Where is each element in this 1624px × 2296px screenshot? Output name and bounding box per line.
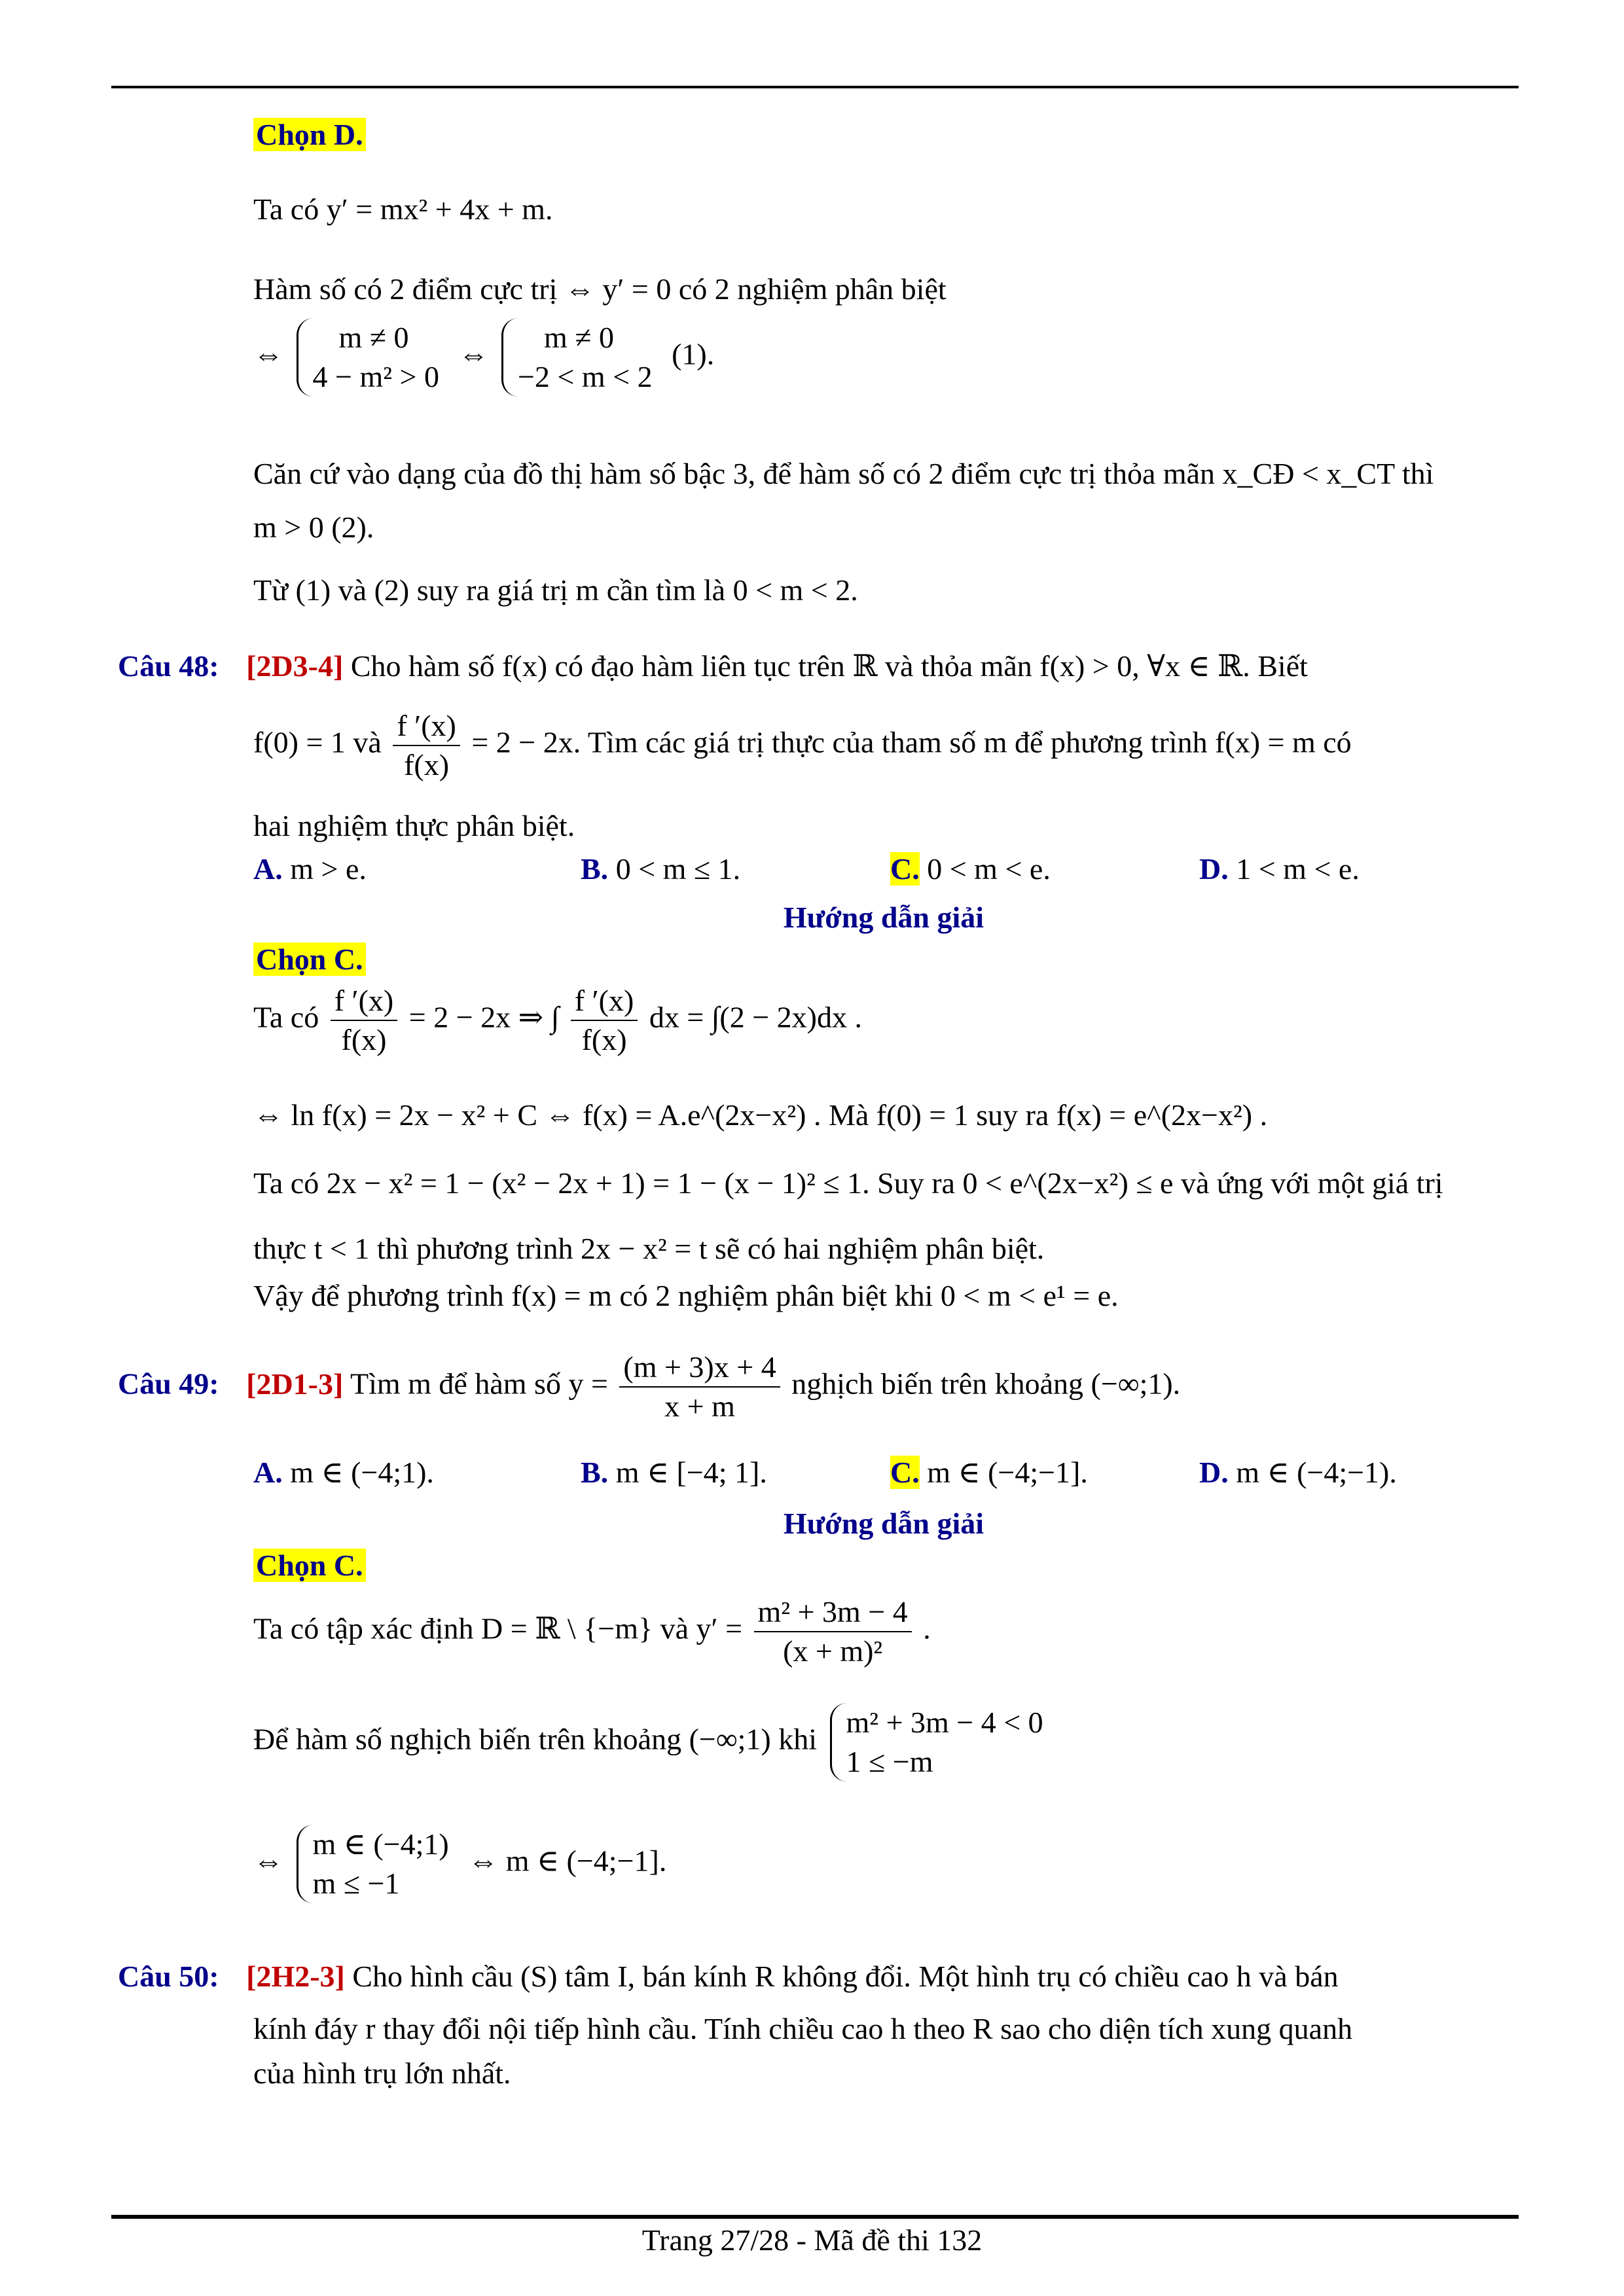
question-tag: [2D3-4]: [246, 649, 344, 683]
solution-47-line-2: Hàm số có 2 điểm cực trị ⇔ y′ = 0 có 2 nghiệm phân biệt: [253, 272, 947, 306]
solution-48-line-4: thực t < 1 thì phương trình 2x − x² = t sẽ có hai nghiệm phân biệt.: [253, 1232, 1045, 1265]
solution-49-line-3: ⇔ m ∈ (−4;1) m ≤ −1 ⇔ m ∈ (−4;−1].: [253, 1825, 666, 1903]
solution-49-line-1: Ta có tập xác định D = ℝ \ {−m} và y′ = $\frac{\text{m² + 3m − 4}}{\text{(x + m)²}}$ .: [253, 1593, 931, 1670]
question-49-option-d: D. m ∈ (−4;−1).: [1199, 1456, 1397, 1489]
footer-rule: [111, 2215, 1519, 2219]
fraction: $\frac{(m + 3)x + 4}{x + m}$: [619, 1348, 780, 1426]
question-48-line-1: Câu 48: [2D3-4] Cho hàm số f(x) có đạo hàm liên tục trên ℝ và thỏa mãn f(x) > 0, ∀x ∈ ℝ. Biết: [118, 649, 1308, 683]
solution-47-line-4a: Căn cứ vào dạng của đồ thị hàm số bậc 3, để hàm số có 2 điểm cực trị thỏa mãn x_CĐ < x_CT thì: [253, 457, 1434, 490]
solution-48-line-3: Ta có 2x − x² = 1 − (x² − 2x + 1) = 1 − (x − 1)² ≤ 1. Suy ra 0 < e^(2x−x²) ≤ e và ứng với một giá trị: [253, 1166, 1443, 1200]
header-rule: [111, 86, 1519, 88]
solution-48-line-5: Vậy để phương trình f(x) = m có 2 nghiệm phân biệt khi 0 < m < e¹ = e.: [253, 1279, 1119, 1312]
question-48-line-2: f(0) = 1 và $\frac{f '(x)}{f(x)}$ = 2 − 2x. Tìm các giá trị thực của tham số m để phương trình f(x) = m có: [253, 707, 1352, 784]
solution-guide-heading: Hướng dẫn giải: [783, 901, 984, 934]
system-2: m ≠ 0 −2 < m < 2: [501, 318, 659, 397]
fraction: $\frac{\text{m² + 3m − 4}}{\text{(x + m)²}}$: [754, 1593, 912, 1670]
question-49-option-b: B. m ∈ [−4; 1].: [581, 1456, 767, 1489]
answer-choice-48: Chọn C.: [253, 940, 366, 979]
question-48-line-3: hai nghiệm thực phân biệt.: [253, 809, 575, 842]
question-label: Câu 48:: [118, 649, 219, 683]
solution-48-line-1: Ta có $\frac{f '(x)}{f(x)}$ = 2 − 2x ⇒ ∫ $\frac{f '(x)}{f(x)}$ dx = ∫(2 − 2x)dx .: [253, 982, 862, 1059]
solution-49-line-2: Để hàm số nghịch biến trên khoảng (−∞;1) khi m² + 3m − 4 < 0 1 ≤ −m: [253, 1703, 1055, 1782]
question-50-line-2: kính đáy r thay đổi nội tiếp hình cầu. Tính chiều cao h theo R sao cho diện tích xung quanh: [253, 2012, 1353, 2045]
question-49-option-c: C. m ∈ (−4;−1].: [890, 1456, 1088, 1489]
page-footer: Trang 27/28 - Mã đề thi 132: [641, 2223, 983, 2257]
question-48-option-b: B. 0 < m ≤ 1.: [581, 852, 741, 886]
solution-47-line-4b: m > 0 (2).: [253, 511, 374, 544]
solution-47-line-1: Ta có y′ = mx² + 4x + m.: [253, 192, 553, 226]
system-1: m ≠ 0 4 − m² > 0: [297, 318, 446, 397]
answer-choice-49: Chọn C.: [253, 1546, 366, 1585]
question-50-line-3: của hình trụ lớn nhất.: [253, 2056, 511, 2090]
solution-47-line-5: Từ (1) và (2) suy ra giá trị m cần tìm là 0 < m < 2.: [253, 573, 858, 607]
fraction: $\frac{f '(x)}{f(x)}$: [393, 707, 460, 784]
fraction: $\frac{f '(x)}{f(x)}$: [331, 982, 398, 1059]
system-3: m² + 3m − 4 < 0 1 ≤ −m: [830, 1703, 1050, 1782]
solution-47-system: ⇔ m ≠ 0 4 − m² > 0 ⇔ m ≠ 0 −2 < m < 2 (1).: [253, 318, 714, 397]
fraction: $\frac{f '(x)}{f(x)}$: [571, 982, 638, 1059]
solution-48-line-2: ⇔ ln f(x) = 2x − x² + C ⇔ f(x) = A.e^(2x−x²) . Mà f(0) = 1 suy ra f(x) = e^(2x−x²) .: [253, 1098, 1268, 1132]
answer-choice-47: Chọn D.: [253, 115, 366, 154]
question-49-option-a: A. m ∈ (−4;1).: [253, 1456, 434, 1489]
question-48-option-c: C. 0 < m < e.: [890, 852, 1051, 886]
question-48-option-a: A. m > e.: [253, 852, 367, 886]
question-50-line-1: Câu 50: [2H2-3] Cho hình cầu (S) tâm I, bán kính R không đổi. Một hình trụ có chiều cao h và bán: [118, 1960, 1339, 1993]
system-4: m ∈ (−4;1) m ≤ −1: [297, 1825, 456, 1903]
question-49-line-1: Câu 49: [2D1-3] Tìm m để hàm số y = $\frac{(m + 3)x + 4}{x + m}$ nghịch biến trên khoảng (−∞;1).: [118, 1348, 1180, 1426]
question-48-option-d: D. 1 < m < e.: [1199, 852, 1360, 886]
solution-guide-heading: Hướng dẫn giải: [783, 1507, 984, 1540]
